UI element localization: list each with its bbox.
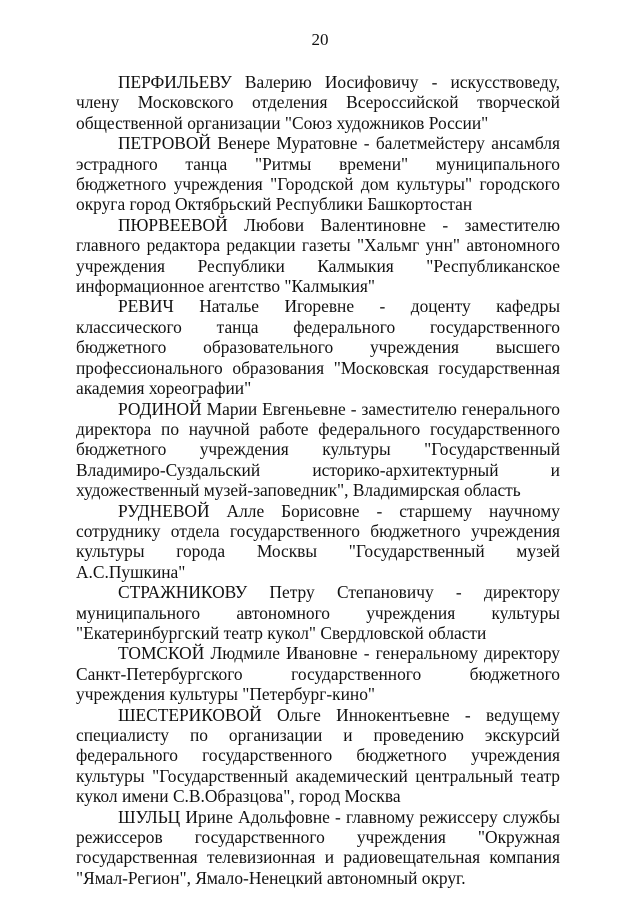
award-entry: ПЕРФИЛЬЕВУ Валерию Иосифовичу - искусствоведу, члену Московского отделения Всероссийской творческой общественной организации "Союз художников России" (76, 72, 560, 133)
award-entry: ПЮРВЕЕВОЙ Любови Валентиновне - заместителю главного редактора редакции газеты "Хальмг унн" автономного учреждения Республики Калмыкия "Республиканское информационное агентство "Калмыкия" (76, 214, 560, 297)
document-body (76, 72, 560, 888)
award-entry: РУДНЕВОЙ Алле Борисовне - старшему научному сотруднику отдела государственного бюджетного учреждения культуры города Москвы "Государственный музей А.С.Пушкина" (76, 500, 560, 582)
award-entry: ШЕСТЕРИКОВОЙ Ольге Иннокентьевне - ведущему специалисту по организации и проведению экскурсий федерального государственного бюджетного учреждения культуры "Государственный академический центральный театр кукол имени С.В.Образцова", город Москва (76, 704, 560, 807)
award-entry: ПЕТРОВОЙ Венере Муратовне - балетмейстеру ансамбля эстрадного танца "Ритмы времени" муниципального бюджетного учреждения "Городской дом культуры" городского округа город Октябрьский Республики Башкортостан (76, 133, 560, 215)
award-entry: РОДИНОЙ Марии Евгеньевне - заместителю генерального директора по научной работе федерального государственного бюджетного учреждения культуры "Государственный Владимиро-Суздальский историко-архитектурный и художественный музей-заповедник", Владимирская область (76, 398, 560, 501)
award-entry: ШУЛЬЦ Ирине Адольфовне - главному режиссеру службы режиссеров государственного учреждения "Окружная государственная телевизионная и радиовещательная компания "Ямал-Регион", Ямало-Ненецкий автономный округ. (76, 806, 560, 888)
page-number: 20 (311, 30, 329, 49)
award-entry: РЕВИЧ Наталье Игоревне - доценту кафедры классического танца федерального государственного бюджетного образовательного учреждения высшего профессионального образования "Московская государственная академия хореографии" (76, 296, 560, 399)
award-entry: СТРАЖНИКОВУ Петру Степановичу - директору муниципального автономного учреждения культуры "Екатеринбургский театр кукол" Свердловской области (76, 582, 560, 643)
award-entry: ТОМСКОЙ Людмиле Ивановне - генеральному директору Санкт-Петербургского государственного бюджетного учреждения культуры "Петербург-кино" (76, 643, 560, 705)
